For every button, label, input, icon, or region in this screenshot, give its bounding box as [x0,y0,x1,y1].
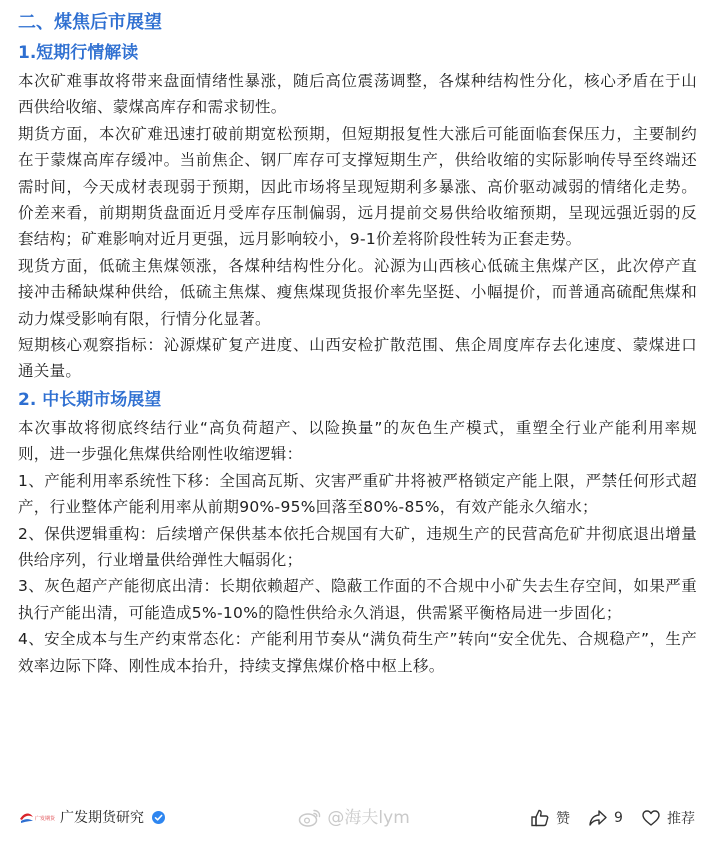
long-term-paragraph: 4、安全成本与生产约束常态化：产能利用节奏从“满负荷生产”转向“安全优先、合规稳产”，生产效率边际下降、刚性成本抬升，持续支撑焦煤价格中枢上移。 [18,630,697,675]
post-footer [0,797,715,841]
share-count: 9 [614,810,623,826]
weibo-icon [298,808,322,828]
watermark [298,806,410,830]
long-term-paragraph: 2、保供逻辑重构：后续增产保供基本依托合规国有大矿，违规生产的民营高危矿井彻底退出增量供给序列，行业增量供给弹性大幅弱化； [18,524,697,569]
like-label: 赞 [556,811,570,827]
short-term-paragraph: 现货方面，低硫主焦煤领涨，各煤种结构性分化。沁源为山西核心低硫主焦煤产区，此次停产直接冲击稀缺煤种供给，低硫主焦煤、瘦焦煤现货报价率先坚挺、小幅提价，而普通高硫配焦煤和动力煤受影响有限，行情分化显著。 [18,256,697,328]
short-term-title: 1.短期行情解读 [18,43,139,63]
author-logo[interactable] [18,809,56,827]
long-term-paragraph: 3、灰色超产产能彻底出清：长期依赖超产、隐蔽工作面的不合规中小矿失去生存空间，如果严重执行产能出清，可能造成5%-10%的隐性供给永久消退，供需紧平衡格局进一步固化； [18,577,697,622]
heart-icon [641,808,661,828]
long-term-paragraph: 1、产能利用率系统性下移：全国高瓦斯、灾害严重矿井将被严格锁定产能上限，严禁任何形式超产，行业整体产能利用率从前期90%-95%回落至80%-85%，有效产能永久缩水； [18,471,697,517]
share-arrow-icon [588,808,608,828]
verified-badge-icon [152,811,165,824]
thumbs-up-icon [530,808,550,828]
section-title: 二、煤焦后市展望 [18,12,162,33]
short-term-paragraph: 期货方面，本次矿难迅速打破前期宽松预期，但短期报复性大涨后可能面临套保压力，主要制约在于蒙煤高库存缓冲。当前焦企、钢厂库存可支撑短期生产，供给收缩的实际影响传导至终端还需时间，今天成材表现弱于预期，因此市场将呈现短期利多暴涨、高价驱动减弱的情绪化走势。价差来看，前期期货盘面近月受库存压制偏弱，远月提前交易供给收缩预期，呈现远强近弱的反套结构；矿难影响对近月更强，远月影响较小，9-1价差将阶段性转为正套走势。 [18,124,697,249]
like-button[interactable] [530,805,570,831]
logo-text: 广发期货 [35,816,56,822]
short-term-paragraph: 本次矿难事故将带来盘面情绪性暴涨，随后高位震荡调整，各煤种结构性分化，核心矛盾在于山西供给收缩、蒙煤高库存和需求韧性。 [18,72,697,117]
share-button[interactable] [588,805,623,831]
recommend-label: 推荐 [667,811,695,827]
short-term-paragraph: 短期核心观察指标：沁源煤矿复产进度、山西安检扩散范围、焦企周度库存去化速度、蒙煤进口通关量。 [18,336,697,381]
recommend-button[interactable] [641,805,695,831]
long-term-title: 2. 中长期市场展望 [18,389,162,410]
logo-mark-icon [18,809,56,827]
author-name[interactable]: 广发期货研究 [60,810,144,826]
long-term-paragraph: 本次事故将彻底终结行业“高负荷超产、以险换量”的灰色生产模式，重塑全行业产能利用率规则，进一步强化焦煤供给刚性收缩逻辑： [18,418,697,464]
watermark-text: @海夫lym [327,808,410,828]
